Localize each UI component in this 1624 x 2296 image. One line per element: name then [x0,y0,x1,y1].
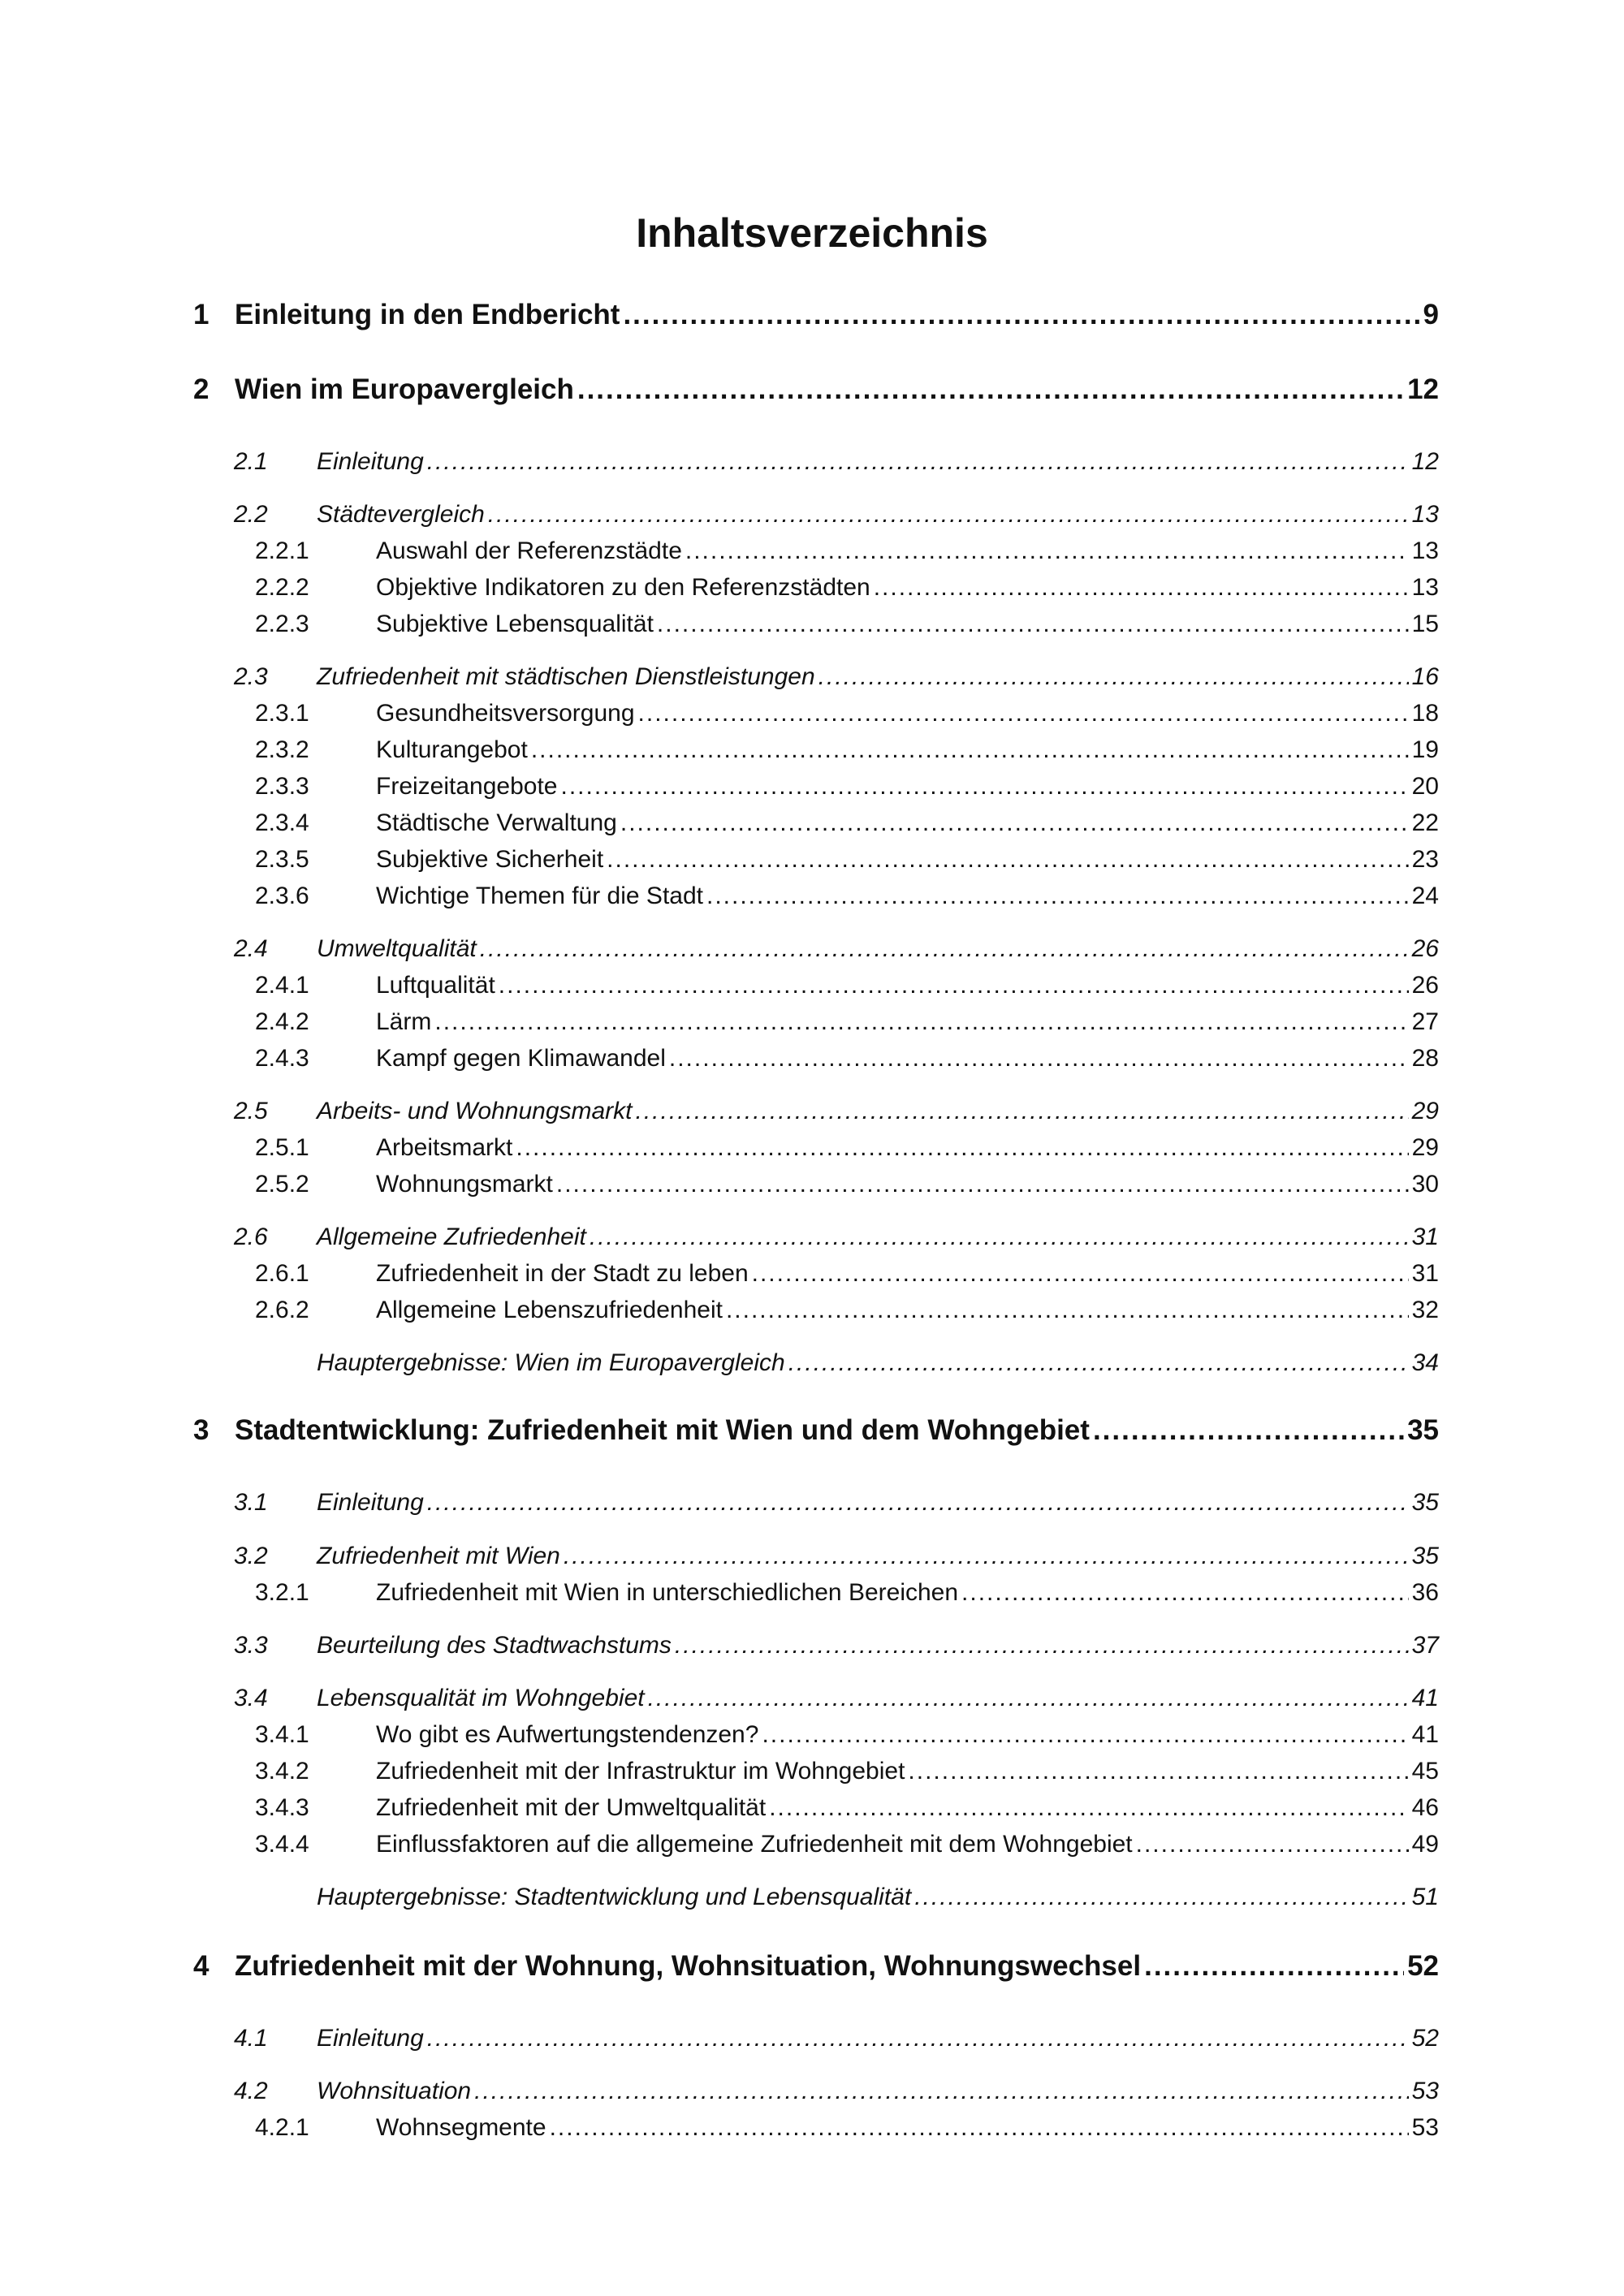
toc-leader-dots [818,662,1409,691]
toc-title: Auswahl der Referenzstädte [376,537,682,564]
toc-title: Hauptergebnisse: Wien im Europavergleich [317,1349,785,1376]
toc-entry[interactable] [193,373,1439,406]
toc-entry[interactable] [234,1883,1439,1911]
toc-number: 2.6.2 [255,1297,309,1323]
toc-entry[interactable] [255,1720,1439,1749]
toc-leader-dots [427,1488,1409,1517]
toc-leader-dots [607,845,1408,874]
toc-number: 3.4.3 [255,1794,309,1821]
toc-page-number: 9 [1423,299,1439,330]
toc-title: Städtische Verwaltung [376,809,617,836]
toc-page-number: 41 [1411,1721,1439,1748]
toc-number: 2.2.1 [255,537,309,564]
toc-number: 2.6.1 [255,1260,309,1287]
toc-leader-dots [657,610,1409,638]
toc-leader-dots [874,573,1409,602]
toc-page-number: 36 [1411,1579,1439,1606]
toc-leader-dots [499,971,1409,999]
toc-entry[interactable] [255,610,1439,638]
toc-entry[interactable] [255,537,1439,565]
toc-title: Hauptergebnisse: Stadtentwicklung und Lebensqualität [317,1884,912,1910]
toc-leader-dots [427,447,1409,476]
toc-number: 3.2 [234,1543,268,1569]
toc-number: 3.4.1 [255,1721,309,1748]
toc-leader-dots [762,1720,1408,1749]
toc-title: Arbeits- und Wohnungsmarkt [317,1098,633,1124]
toc-leader-dots [669,1044,1409,1072]
toc-number: 2.3.2 [255,736,309,763]
toc-page-number: 15 [1411,611,1439,637]
toc-leader-dots [1093,1414,1404,1447]
toc-entry[interactable] [255,882,1439,910]
toc-page-number: 22 [1411,809,1439,836]
toc-leader-dots [564,1542,1409,1570]
toc-title: Wohnungsmarkt [376,1171,553,1198]
toc-entry[interactable] [255,1044,1439,1072]
toc-number: 3.1 [234,1489,268,1516]
toc-title: Gesundheitsversorgung [376,700,635,727]
toc-title: Zufriedenheit mit der Wohnung, Wohnsituation, Wohnungswechsel [235,1950,1142,1982]
toc-title: Einleitung in den Endbericht [235,299,620,330]
toc-entry[interactable] [255,971,1439,999]
toc-page-number: 20 [1411,773,1439,800]
toc-entry[interactable] [234,934,1439,963]
toc-title: Wo gibt es Aufwertungstendenzen? [376,1721,759,1748]
toc-page-number: 13 [1411,537,1439,564]
toc-page-number: 34 [1411,1349,1439,1376]
toc-page-number: 12 [1407,373,1439,405]
toc-page-number: 24 [1411,883,1439,909]
toc-title: Subjektive Sicherheit [376,846,604,873]
toc-page-number: 16 [1411,663,1439,690]
toc-leader-dots [620,809,1409,837]
toc-title: Zufriedenheit mit Wien in unterschiedlichen Bereichen [376,1579,959,1606]
toc-leader-dots [550,2113,1409,2142]
toc-page-number: 26 [1411,935,1439,962]
toc-number: 2.1 [234,448,268,475]
toc-page-number: 30 [1411,1171,1439,1198]
toc-page-number: 53 [1411,2078,1439,2104]
toc-leader-dots [1144,1950,1404,1983]
toc-leader-dots [638,699,1409,727]
toc-entry[interactable] [255,1578,1439,1607]
page-title: Inhaltsverzeichnis [636,210,988,256]
toc-page-number: 18 [1411,700,1439,727]
toc-number: 2.4.2 [255,1008,309,1035]
toc-entry[interactable] [255,1008,1439,1036]
toc-entry[interactable] [255,1757,1439,1785]
toc-entry[interactable] [255,736,1439,764]
toc-page-number: 27 [1411,1008,1439,1035]
toc-entry[interactable] [234,1097,1439,1125]
toc-title: Einleitung [317,2025,424,2052]
toc-entry[interactable] [234,500,1439,529]
toc-number: 1 [193,299,209,330]
toc-entry[interactable] [193,299,1439,331]
toc-title: Arbeitsmarkt [376,1134,513,1161]
toc-entry[interactable] [255,699,1439,727]
toc-title: Umweltqualität [317,935,477,962]
toc-entry[interactable] [234,1631,1439,1659]
toc-entry[interactable] [234,1488,1439,1517]
toc-title: Einleitung [317,448,424,475]
toc-page-number: 13 [1411,574,1439,601]
toc-entry[interactable] [255,1296,1439,1324]
toc-title: Zufriedenheit in der Stadt zu leben [376,1260,749,1287]
toc-title: Kulturangebot [376,736,528,763]
toc-title: Einleitung [317,1489,424,1516]
toc-number: 4.1 [234,2025,268,2052]
toc-leader-dots [480,934,1409,963]
toc-leader-dots [556,1170,1409,1198]
toc-number: 3.4.2 [255,1758,309,1785]
toc-title: Wohnsituation [317,2078,472,2104]
toc-page-number: 23 [1411,846,1439,873]
toc-title: Wichtige Themen für die Stadt [376,883,703,909]
toc-leader-dots [908,1757,1408,1785]
toc-entry[interactable] [234,1223,1439,1251]
toc-number: 3.2.1 [255,1579,309,1606]
toc-number: 2.6 [234,1224,268,1250]
toc-entry[interactable] [234,1349,1439,1377]
toc-title: Einflussfaktoren auf die allgemeine Zufriedenheit mit dem Wohngebiet [376,1831,1133,1858]
toc-entry[interactable] [255,809,1439,837]
toc-title: Lebensqualität im Wohngebiet [317,1685,645,1711]
toc-number: 2.2.3 [255,611,309,637]
toc-page-number: 52 [1407,1950,1439,1982]
toc-title: Subjektive Lebensqualität [376,611,654,637]
toc-number: 2.5 [234,1098,268,1124]
toc-leader-dots [675,1631,1409,1659]
toc-number: 3.3 [234,1632,268,1659]
toc-title: Zufriedenheit mit der Infrastruktur im Wohngebiet [376,1758,905,1785]
toc-entry[interactable] [193,1414,1439,1447]
toc-page-number: 53 [1411,2114,1439,2141]
toc-entry[interactable] [255,1133,1439,1162]
toc-number: 2.4.1 [255,972,309,999]
toc-leader-dots [427,2024,1409,2052]
toc-page-number: 29 [1411,1134,1439,1161]
toc-entry[interactable] [234,2077,1439,2105]
toc-leader-dots [685,537,1409,565]
toc-leader-dots [516,1133,1408,1162]
toc-leader-dots [648,1684,1409,1712]
toc-number: 2.3 [234,663,268,690]
toc-title: Freizeitangebote [376,773,558,800]
toc-number: 2.3.6 [255,883,309,909]
toc-title: Lärm [376,1008,432,1035]
toc-leader-dots [1136,1830,1409,1858]
toc-leader-dots [488,500,1409,529]
toc-entry[interactable] [234,447,1439,476]
toc-page-number: 29 [1411,1098,1439,1124]
toc-number: 2 [193,373,209,405]
toc-leader-dots [636,1097,1409,1125]
toc-page-number: 32 [1411,1297,1439,1323]
toc-leader-dots [560,772,1408,801]
toc-number: 2.3.4 [255,809,309,836]
toc-page-number: 45 [1411,1758,1439,1785]
toc-title: Städtevergleich [317,501,485,528]
toc-title: Objektive Indikatoren zu den Referenzstädten [376,574,870,601]
toc-page-number: 12 [1411,448,1439,475]
toc-title: Allgemeine Zufriedenheit [317,1224,586,1250]
toc-leader-dots [590,1223,1409,1251]
toc-page-number: 35 [1411,1543,1439,1569]
toc-number: 4.2 [234,2078,268,2104]
toc-page-number: 31 [1411,1260,1439,1287]
toc-number: 3.4 [234,1685,268,1711]
toc-entry[interactable] [234,1684,1439,1712]
toc-entry[interactable] [234,2024,1439,2052]
toc-page-number: 26 [1411,972,1439,999]
toc-leader-dots [623,299,1419,331]
toc-page-number: 35 [1411,1489,1439,1516]
toc-title: Allgemeine Lebenszufriedenheit [376,1297,723,1323]
toc-title: Wohnsegmente [376,2114,546,2141]
toc-leader-dots [706,882,1409,910]
toc-entry[interactable] [255,2113,1439,2142]
toc-entry[interactable] [234,1542,1439,1570]
toc-leader-dots [577,373,1404,406]
toc-title: Luftqualität [376,972,495,999]
toc-page-number: 13 [1411,501,1439,528]
toc-title: Zufriedenheit mit Wien [317,1543,560,1569]
toc-number: 4.2.1 [255,2114,309,2141]
toc-leader-dots [914,1883,1408,1911]
toc-entry[interactable] [255,772,1439,801]
toc-number: 2.3.5 [255,846,309,873]
toc-page-number: 31 [1411,1224,1439,1250]
toc-title: Beurteilung des Stadtwachstums [317,1632,672,1659]
toc-entry[interactable] [193,1950,1439,1983]
toc-title: Zufriedenheit mit städtischen Dienstleistungen [317,663,815,690]
toc-number: 4 [193,1950,209,1982]
toc-leader-dots [752,1259,1409,1288]
toc-entry[interactable] [255,845,1439,874]
toc-entry[interactable] [255,1830,1439,1858]
toc-title: Zufriedenheit mit der Umweltqualität [376,1794,767,1821]
toc-entry[interactable] [255,1170,1439,1198]
toc-entry[interactable] [255,1259,1439,1288]
toc-leader-dots [726,1296,1409,1324]
toc-leader-dots [474,2077,1409,2105]
toc-title: Kampf gegen Klimawandel [376,1045,666,1072]
toc-page-number: 41 [1411,1685,1439,1711]
toc-leader-dots [434,1008,1408,1036]
toc-leader-dots [788,1349,1409,1377]
toc-number: 2.3.1 [255,700,309,727]
toc-page-number: 28 [1411,1045,1439,1072]
toc-page-number: 37 [1411,1632,1439,1659]
toc-title: Stadtentwicklung: Zufriedenheit mit Wien und dem Wohngebiet [235,1414,1090,1446]
toc-number: 2.4.3 [255,1045,309,1072]
toc-leader-dots [769,1793,1408,1822]
toc-number: 3.4.4 [255,1831,309,1858]
toc-number: 2.2 [234,501,268,528]
toc-number: 2.4 [234,935,268,962]
toc-entry[interactable] [255,1793,1439,1822]
toc-page-number: 19 [1411,736,1439,763]
toc-number: 2.5.2 [255,1171,309,1198]
toc-leader-dots [961,1578,1409,1607]
toc-entry[interactable] [255,573,1439,602]
toc-title: Wien im Europavergleich [235,373,574,405]
toc-page-number: 51 [1411,1884,1439,1910]
toc-page-number: 46 [1411,1794,1439,1821]
toc-page-number: 35 [1407,1414,1439,1446]
toc-leader-dots [531,736,1409,764]
toc-entry[interactable] [234,662,1439,691]
toc-number: 3 [193,1414,209,1446]
toc-number: 2.3.3 [255,773,309,800]
toc-number: 2.2.2 [255,574,309,601]
toc-page-number: 49 [1411,1831,1439,1858]
toc-page-number: 52 [1411,2025,1439,2052]
toc-number: 2.5.1 [255,1134,309,1161]
